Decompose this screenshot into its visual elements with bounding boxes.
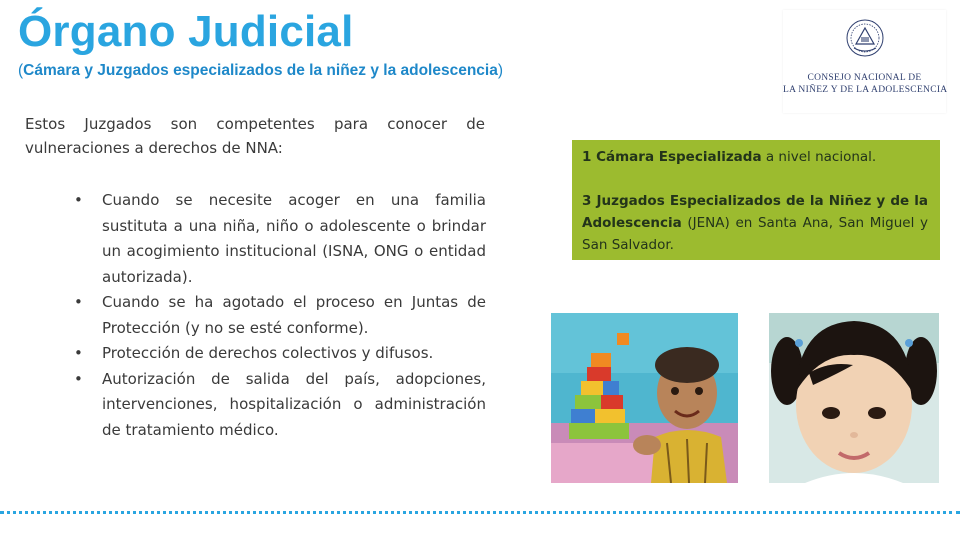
- list-item: [70, 290, 486, 341]
- logo-line-1: CONSEJO NACIONAL DE: [807, 73, 922, 83]
- bullet-icon: •: [74, 369, 83, 388]
- girl-portrait-photo: [769, 313, 939, 483]
- footer-divider: [0, 511, 960, 514]
- chamber-count-rest: a nivel nacional.: [761, 149, 877, 165]
- bullet-icon: •: [74, 344, 83, 362]
- list-item: [70, 341, 486, 367]
- subtitle-open-paren: (: [18, 62, 24, 79]
- courts-info-box: [572, 140, 940, 260]
- girl-photo-image: [769, 313, 939, 483]
- competence-list: [70, 188, 486, 443]
- list-item: [70, 188, 486, 290]
- list-item: [70, 367, 486, 444]
- chamber-count-strong: 1 Cámara Especializada: [582, 149, 762, 165]
- list-item-text: Cuando se ha agotado el proceso en Juntas de Protección (y no se esté conforme).: [102, 293, 486, 337]
- intro-paragraph: Estos Juzgados son competentes para conocer de vulneraciones a derechos de NNA:: [25, 115, 485, 157]
- conna-logo: [783, 10, 946, 113]
- list-item-text: Protección de derechos colectivos y difusos.: [102, 344, 434, 362]
- national-seal-icon: [845, 18, 885, 58]
- subtitle-close-paren: ): [497, 62, 504, 79]
- list-item-text: Cuando se necesite acoger en una familia sustituta a una niña, niño o adolescente o brindar un acogimiento institucional (ISNA, ONG o entidad autorizada).: [102, 191, 486, 286]
- page-title: Órgano Judicial: [18, 7, 354, 56]
- courts-count-paragraph: [582, 190, 928, 256]
- courts-count-strong: 3 Juzgados Especializados de la Niñez y de la Adolescencia: [582, 193, 928, 231]
- courts-count-rest: (JENA) en Santa Ana, San Miguel y San Salvador.: [582, 215, 928, 253]
- chamber-count-line: [582, 149, 876, 165]
- subtitle-text: Cámara y Juzgados especializados de la niñez y la adolescencia: [23, 62, 498, 79]
- page-subtitle: [18, 62, 503, 80]
- bullet-icon: •: [74, 191, 83, 209]
- boy-photo-image: [551, 313, 738, 483]
- logo-line-2: LA NIÑEZ Y DE LA ADOLESCENCIA: [783, 85, 948, 95]
- list-item-text: Autorización de salida del país, adopciones, intervenciones, hospitalización o administración de tratamiento médico.: [102, 369, 486, 439]
- bullet-icon: •: [74, 293, 83, 311]
- boy-with-blocks-photo: [551, 313, 738, 483]
